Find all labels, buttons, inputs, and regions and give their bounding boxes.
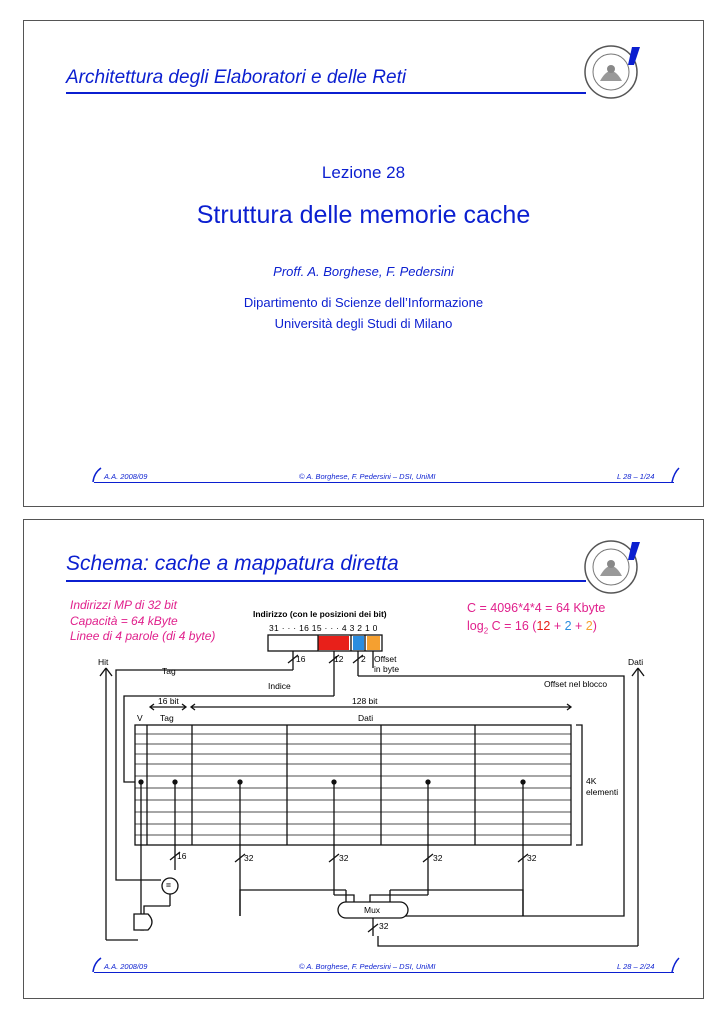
word1-bus-width: 32 <box>339 853 349 863</box>
slide-2 <box>23 519 704 999</box>
word0-bus-width: 32 <box>244 853 254 863</box>
hit-label: Hit <box>98 657 109 667</box>
footer-slash-left <box>92 957 102 973</box>
tag-line-label: Tag <box>162 666 176 676</box>
footer-slash-right <box>670 957 680 973</box>
footer-copyright: © A. Borghese, F. Pedersini – DSI, UniMI <box>299 472 436 481</box>
data-out-label: Dati <box>628 657 644 667</box>
footer-slash-left <box>92 467 102 483</box>
footer-page: L 28 – 2/24 <box>617 962 655 971</box>
tag-width: 16 <box>296 654 306 664</box>
index-line-label: Indice <box>268 681 291 691</box>
mux-label: Mux <box>364 905 381 915</box>
word3-bus-width: 32 <box>527 853 537 863</box>
tag-bits-label: 16 bit <box>158 696 179 706</box>
direct-mapped-cache-diagram <box>24 520 703 998</box>
data-column-label: Dati <box>358 713 374 723</box>
offset-width: 2 <box>361 654 366 664</box>
lesson-title: Struttura delle memorie cache <box>196 201 531 229</box>
course-title: Architettura degli Elaboratori e delle Reti <box>66 67 407 88</box>
offset-in-byte-label: Offset in byte <box>374 654 400 674</box>
footer-year: A.A. 2008/09 <box>104 472 148 481</box>
authors: Proff. A. Borghese, F. Pedersini <box>273 264 454 279</box>
footer-page: L 28 – 1/24 <box>617 472 655 481</box>
footer-rule <box>94 482 674 483</box>
capacity-formula: C = 4096*4*4 = 64 Kbyte <box>467 601 606 615</box>
word2-bus-width: 32 <box>433 853 443 863</box>
department-line-1: Dipartimento di Scienze dell’Informazione <box>243 295 484 310</box>
data-bits-label: 128 bit <box>352 696 378 706</box>
slide-title: Schema: cache a mappatura diretta <box>66 552 399 575</box>
footer-copyright: © A. Borghese, F. Pedersini – DSI, UniMI <box>299 962 436 971</box>
log-formula: $\log_2 C = 16$ (12 + 2 + 2) <box>467 619 597 636</box>
slide-1 <box>23 20 704 507</box>
note-capacity: Capacità = 64 kByte <box>70 613 178 628</box>
note-address: Indirizzi MP di 32 bit <box>70 598 177 612</box>
mux-out-width: 32 <box>379 921 389 931</box>
tag-column-label: Tag <box>160 713 174 723</box>
comparator-symbol: = <box>166 880 171 890</box>
university-seal-logo <box>580 41 642 103</box>
elements-count-label: 4K elementi <box>586 776 619 797</box>
footer-slash-right <box>670 467 680 483</box>
bit-positions: 31 · · · 16 15 · · · 4 3 2 1 0 <box>269 623 378 633</box>
block-offset-label: Offset nel blocco <box>544 679 608 689</box>
lesson-number: Lezione 28 <box>321 163 406 182</box>
valid-column-label: V <box>137 713 143 723</box>
index-width: 12 <box>334 654 344 664</box>
note-lines: Linee di 4 parole (di 4 byte) <box>70 629 216 643</box>
address-label: Indirizzo (con le posizioni dei bit) <box>253 609 387 619</box>
title-underline <box>66 92 586 94</box>
footer-year: A.A. 2008/09 <box>104 962 148 971</box>
tag-bus-width: 16 <box>177 851 187 861</box>
department-line-2: Università degli Studi di Milano <box>274 316 453 331</box>
footer-rule <box>94 972 674 973</box>
